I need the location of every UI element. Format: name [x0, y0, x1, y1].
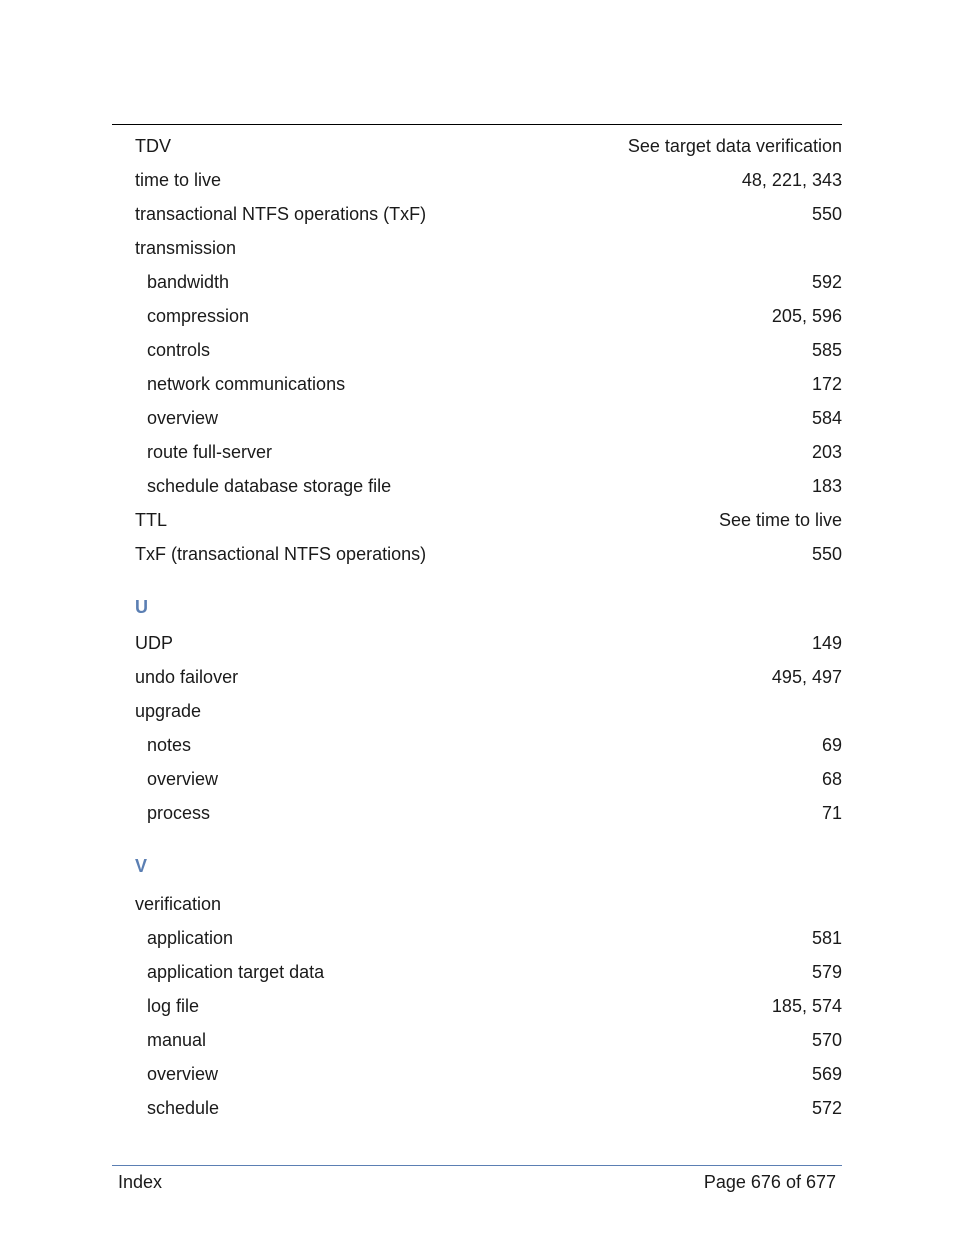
index-entry	[135, 537, 842, 571]
index-pages: 572	[811, 1098, 842, 1118]
header-rule	[112, 124, 842, 125]
index-term: manual	[147, 1030, 207, 1050]
index-pages: 550	[811, 544, 842, 564]
index-term: UDP	[135, 633, 174, 653]
index-pages: 570	[811, 1030, 842, 1050]
index-term: undo failover	[135, 667, 239, 687]
index-subentry	[135, 921, 842, 955]
footer-section-name: Index	[118, 1172, 163, 1192]
index-subentry	[135, 728, 842, 762]
index-entry	[135, 129, 842, 163]
index-pages: 581	[811, 928, 842, 948]
index-term: schedule	[147, 1098, 220, 1118]
index-term: transmission	[135, 238, 237, 258]
section-v	[135, 849, 842, 1125]
index-term: overview	[147, 1064, 219, 1084]
index-subentry	[135, 435, 842, 469]
index-term: notes	[147, 735, 192, 755]
index-entry	[135, 231, 842, 265]
index-pages: 584	[811, 408, 842, 428]
index-term: route full-server	[147, 442, 273, 462]
index-entry	[135, 626, 842, 660]
page-footer	[118, 1170, 836, 1194]
index-term: TxF (transactional NTFS operations)	[135, 544, 427, 564]
index-term: TDV	[135, 136, 171, 156]
index-subentry	[135, 796, 842, 830]
index-term: process	[147, 803, 211, 823]
index-term: verification	[135, 894, 222, 914]
index-term: schedule database storage file	[147, 476, 392, 496]
section-letter: V	[135, 856, 148, 876]
index-pages: 71	[821, 803, 842, 823]
index-entry	[135, 197, 842, 231]
footer-rule	[112, 1165, 842, 1166]
index-term: log file	[147, 996, 200, 1016]
section-letter: U	[135, 597, 148, 617]
index-pages: 68	[821, 769, 842, 789]
index-pages: 579	[811, 962, 842, 982]
index-term: transactional NTFS operations (TxF)	[135, 204, 427, 224]
index-pages: 592	[811, 272, 842, 292]
index-pages: 203	[811, 442, 842, 462]
index-term: time to live	[135, 170, 222, 190]
index-pages: 69	[821, 735, 842, 755]
index-pages: 48, 221, 343	[741, 170, 842, 190]
index-entry	[135, 660, 842, 694]
index-pages: See target data verification	[627, 136, 842, 156]
index-pages: 183	[811, 476, 842, 496]
index-pages: 550	[811, 204, 842, 224]
index-term: compression	[147, 306, 250, 326]
index-subentry	[135, 469, 842, 503]
index-pages: 585	[811, 340, 842, 360]
index-pages: See time to live	[718, 510, 842, 530]
index-term: overview	[147, 408, 219, 428]
index-body	[135, 129, 842, 1125]
index-entry	[135, 887, 842, 921]
section-u	[135, 590, 842, 830]
index-pages: 205, 596	[771, 306, 842, 326]
index-subentry	[135, 1091, 842, 1125]
index-entry	[135, 163, 842, 197]
index-pages: 172	[811, 374, 842, 394]
index-pages: 149	[811, 633, 842, 653]
index-term: network communications	[147, 374, 346, 394]
index-pages: 495, 497	[771, 667, 842, 687]
index-pages: 569	[811, 1064, 842, 1084]
footer-page-number: Page 676 of 677	[703, 1172, 836, 1192]
index-subentry	[135, 1057, 842, 1091]
index-term: bandwidth	[147, 272, 230, 292]
index-subentry	[135, 367, 842, 401]
index-subentry	[135, 333, 842, 367]
index-subentry	[135, 762, 842, 796]
index-term: application target data	[147, 962, 325, 982]
index-term: upgrade	[135, 701, 202, 721]
index-term: controls	[147, 340, 211, 360]
index-subentry	[135, 989, 842, 1023]
section-t	[135, 129, 842, 571]
index-subentry	[135, 1023, 842, 1057]
index-term: overview	[147, 769, 219, 789]
index-term: TTL	[135, 510, 168, 530]
index-pages: 185, 574	[771, 996, 842, 1016]
index-entry	[135, 694, 842, 728]
index-subentry	[135, 299, 842, 333]
index-entry	[135, 503, 842, 537]
index-subentry	[135, 955, 842, 989]
index-subentry	[135, 265, 842, 299]
index-term: application	[147, 928, 234, 948]
index-subentry	[135, 401, 842, 435]
